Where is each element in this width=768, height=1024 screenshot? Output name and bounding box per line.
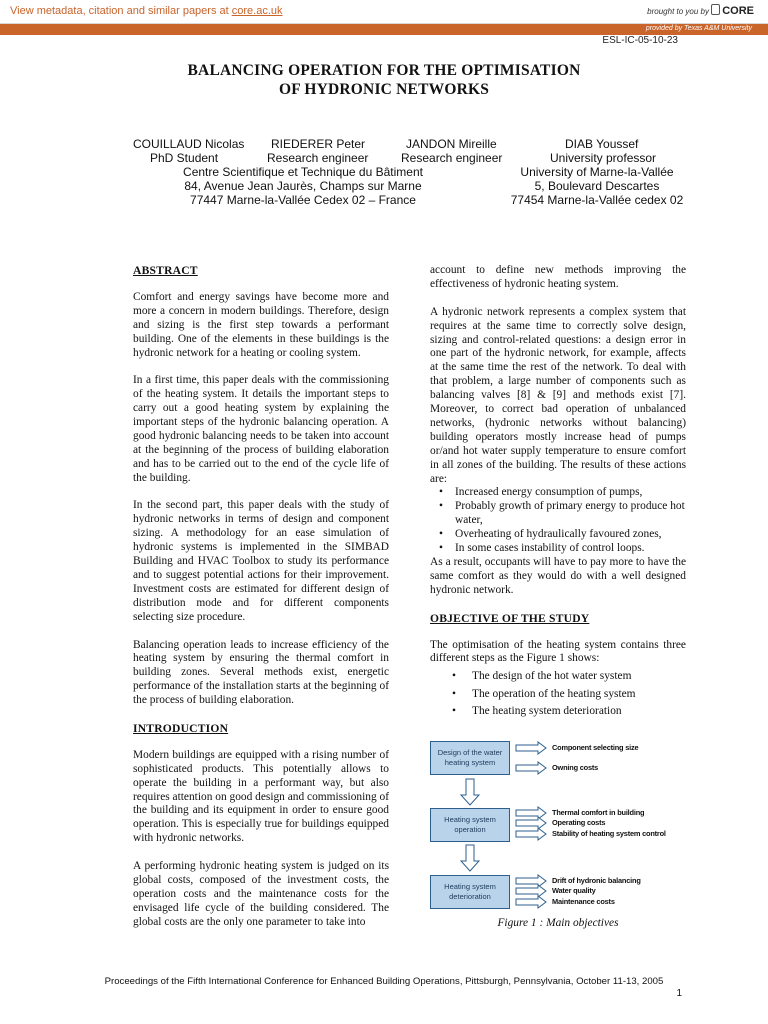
right-arrow-icon: [516, 807, 546, 819]
abstract-paragraph: In a first time, this paper deals with the commissioning of the heating system. It details the important steps to carry out a good heating system by explaining the important steps of the hydronic balancing operation. A good hydronic balancing needs to be taken into account at the beginning of the process of building elaboration and has to be carried out to the end of the cycle life of the building.: [133, 374, 389, 484]
title-line-2: OF HYDRONIC NETWORKS: [278, 81, 490, 98]
diagram-box-design: [430, 741, 510, 775]
list-item: • The heating system deterioration: [430, 705, 686, 719]
list-item: • The design of the hot water system: [430, 670, 686, 684]
diagram-label: Thermal comfort in building: [552, 808, 645, 817]
left-column: [133, 262, 389, 930]
box-text: Heating system: [444, 815, 496, 824]
author-name: JANDON Mireille: [406, 137, 497, 151]
affiliation-right-line: University of Marne-la-Vallée: [520, 165, 674, 179]
body-paragraph: The optimisation of the heating system contains three different steps as the Figure 1 shows:: [430, 638, 686, 665]
box-text: operation: [454, 825, 486, 834]
author-role: Research engineer: [401, 151, 503, 165]
page-number: 1: [676, 988, 682, 999]
metadata-notice: [10, 5, 283, 17]
author-role: PhD Student: [150, 151, 219, 165]
right-arrow-icon: [516, 875, 546, 887]
introduction-heading: INTRODUCTION: [133, 721, 229, 735]
paper-title: [0, 61, 768, 99]
core-logo: CORE: [722, 5, 754, 17]
brought-to-you-by-text: brought to you by: [647, 7, 709, 16]
provided-by-bar: [0, 24, 768, 35]
steps-list: [430, 670, 686, 719]
list-item: • In some cases instability of control loops.: [430, 542, 686, 556]
list-item: • Increased energy consumption of pumps,: [430, 486, 686, 500]
page-footer: Proceedings of the Fifth International Conference for Enhanced Building Operations, Pittsburgh, Pennsylvania, October 11-13, 2005: [104, 976, 664, 987]
right-arrow-icon: [516, 817, 546, 829]
objective-heading: OBJECTIVE OF THE STUDY: [430, 611, 590, 625]
author-role: University professor: [550, 151, 657, 165]
brought-to-you-by[interactable]: [647, 4, 754, 17]
box-text: Heating system: [444, 882, 496, 891]
affiliation-left-line: 84, Avenue Jean Jaurès, Champs sur Marne: [184, 179, 422, 193]
abstract-paragraph: Comfort and energy savings have become more and more a concern in modern buildings. Therefore, design and sizing is the first step towards a performant building. One of the elements in these buildings is the hydronic network for a heating or cooling system.: [133, 290, 389, 359]
author-name: COUILLAUD Nicolas: [133, 137, 245, 151]
right-column: [430, 264, 686, 733]
core-banner: [0, 0, 768, 24]
down-arrow-icon: [461, 779, 479, 805]
author-name: DIAB Youssef: [565, 137, 639, 151]
right-arrow-icon: [516, 885, 546, 897]
affiliation-left-line: 77447 Marne-la-Vallée Cedex 02 – France: [190, 193, 416, 207]
body-paragraph: account to define new methods improving the effectiveness of hydronic heating system.: [430, 264, 686, 290]
diagram-box-operation: [430, 808, 510, 842]
abstract-paragraph: In the second part, this paper deals with the study of hydronic networks in terms of design and component sizing. A methodology for an ease simulation of hydronic systems is implemented in the SIMBAD Building and HVAC Toolbox to study its performance and to suggest potential actions for their improvement. Investment costs are estimated for different design of distribution mode and for different components selecting size procedure.: [133, 499, 389, 623]
diagram-label: Drift of hydronic balancing: [552, 876, 641, 885]
provided-by-text[interactable]: provided by Texas A&M University: [645, 25, 752, 32]
introduction-paragraph: A performing hydronic heating system is judged on its global costs, composed of the investment costs, the operation costs and the maintenance costs for the envisaged life cycle of the building considered. The global costs are the only one parameter to take into: [133, 860, 389, 928]
diagram-label: Water quality: [552, 886, 596, 895]
author-role: Research engineer: [267, 151, 369, 165]
right-arrow-icon: [516, 896, 546, 908]
metadata-notice-text: View metadata, citation and similar papers at: [10, 5, 232, 17]
title-line-1: BALANCING OPERATION FOR THE OPTIMISATION: [187, 62, 581, 79]
body-paragraph: As a result, occupants will have to pay more to have the same comfort as they would do with a well designed hydronic network.: [430, 556, 686, 596]
right-arrow-icon: [516, 828, 546, 840]
list-item: • Probably growth of primary energy to produce hot water,: [430, 500, 686, 528]
right-arrow-icon: [516, 742, 546, 754]
affiliation-right-line: 5, Boulevard Descartes: [534, 179, 660, 193]
diagram-box-deterioration: [430, 875, 510, 909]
abstract-heading: ABSTRACT: [133, 264, 198, 277]
body-paragraph: A hydronic network represents a complex system that requires at the same time to correctly solve design, sizing and control-related questions: a design error in one part of the hydronic network, for example, affects at the same time the rest of the network. To deal with that problem, a large number of components such as balancing valves [8] & [9] and methods exist [7]. Moreover, to correct bad operation of unbalanced networks, (hydronic networks without balancing) building operators mostly increase head of pumps or/and hot water supply temperature to ensure comfort in all zones of the building. The results of these actions are:: [430, 305, 686, 485]
core-link[interactable]: core.ac.uk: [231, 5, 283, 17]
abstract-paragraph: Balancing operation leads to increase efficiency of the heating system by ensuring the thermal comfort in building zones. Several methods exist, energetic performance of the installation starts at the beginning of the process of building elaboration.: [133, 638, 389, 707]
right-arrow-icon: [516, 762, 546, 774]
diagram-label: Maintenance costs: [552, 897, 615, 906]
affiliation-right-line: 77454 Marne-la-Vallée cedex 02: [510, 193, 684, 207]
diagram-label: Stability of heating system control: [552, 829, 666, 838]
diagram-label: Owning costs: [552, 763, 599, 772]
box-text: Design of the water: [437, 748, 503, 757]
down-arrow-icon: [461, 845, 479, 871]
diagram-label: Component selecting size: [552, 743, 639, 752]
core-logo-icon: [711, 4, 720, 15]
list-item: • Overheating of hydraulically favoured zones,: [430, 528, 686, 542]
box-text: deterioration: [449, 892, 491, 901]
list-item: • The operation of the heating system: [430, 688, 686, 702]
figure-caption: Figure 1 : Main objectives: [497, 917, 619, 929]
affiliation-left-line: Centre Scientifique et Technique du Bâtiment: [183, 165, 423, 179]
author-name: RIEDERER Peter: [271, 137, 366, 151]
objectives-diagram: [428, 737, 690, 913]
results-list: [430, 486, 686, 556]
box-text: heating system: [444, 758, 496, 767]
right-arrows: [516, 742, 546, 908]
document-id: ESL-IC-05-10-23: [602, 35, 678, 46]
introduction-paragraph: Modern buildings are equipped with a rising number of sophisticated products. This potentially allows to operate the building in a performant way, but also requires attention on good design and commissioning of the building and its equipment in order to ensure good operation. This is especially true for buildings equipped with hydronic networks.: [133, 748, 389, 845]
diagram-label: Operating costs: [552, 818, 606, 827]
